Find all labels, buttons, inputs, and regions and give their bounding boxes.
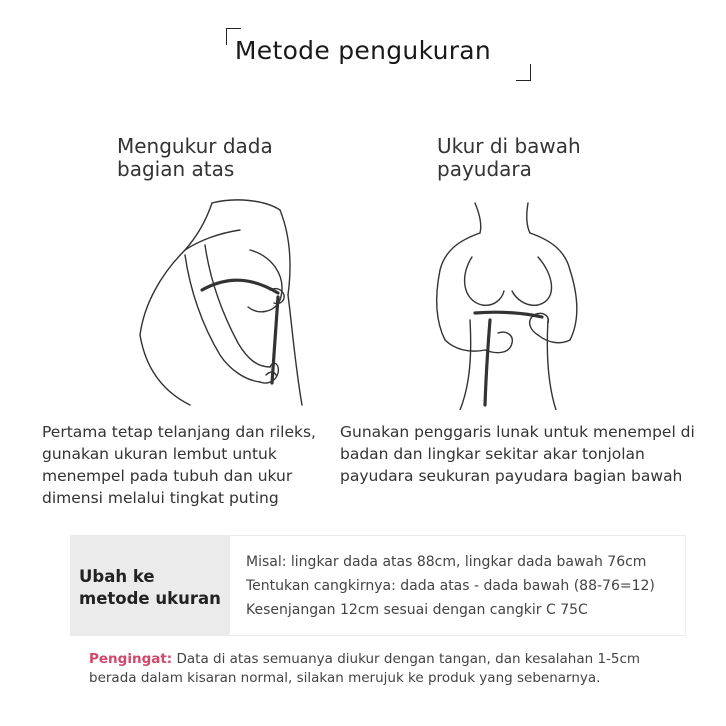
method-underbust-title-line2: payudara	[437, 157, 532, 181]
upper-chest-measurement-illustration	[130, 195, 320, 410]
underbust-measurement-illustration	[430, 195, 600, 410]
method-upper-chest-title-line2: bagian atas	[117, 157, 235, 181]
conversion-cup-formula-row: Tentukan cangkirnya: dada atas - dada bawah (88-76=12)	[246, 578, 655, 594]
method-underbust-title	[437, 135, 657, 181]
reminder-label: Pengingat:	[89, 651, 173, 667]
method-upper-chest-description: Pertama tetap telanjang dan rileks, gunakan ukuran lembut untuk menempel pada tubuh dan ukur dimensi melalui tingkat puting	[42, 423, 316, 507]
method-upper-chest-title-line1: Mengukur dada	[117, 134, 273, 158]
title-bracket-bottom-right	[516, 64, 531, 81]
method-upper-chest-title	[117, 135, 337, 181]
method-underbust-title-line1: Ukur di bawah	[437, 134, 581, 158]
page-title: Metode pengukuran	[234, 36, 492, 65]
method-underbust-description: Gunakan penggaris lunak untuk menempel di badan dan lingkar sekitar akar tonjolan payudara seukuran payudara bagian bawah	[340, 423, 695, 485]
reminder-text: Data di atas semuanya diukur dengan tangan, dan kesalahan 1-5cm berada dalam kisaran normal, silakan merujuk ke produk yang sebenarnya.	[89, 651, 641, 686]
conversion-panel-title: Ubah ke metode ukuran	[79, 567, 221, 608]
conversion-example-row: Misal: lingkar dada atas 88cm, lingkar dada bawah 76cm	[246, 554, 647, 570]
reminder-note	[89, 650, 689, 688]
conversion-result-row: Kesenjangan 12cm sesuai dengan cangkir C 75C	[246, 602, 588, 618]
